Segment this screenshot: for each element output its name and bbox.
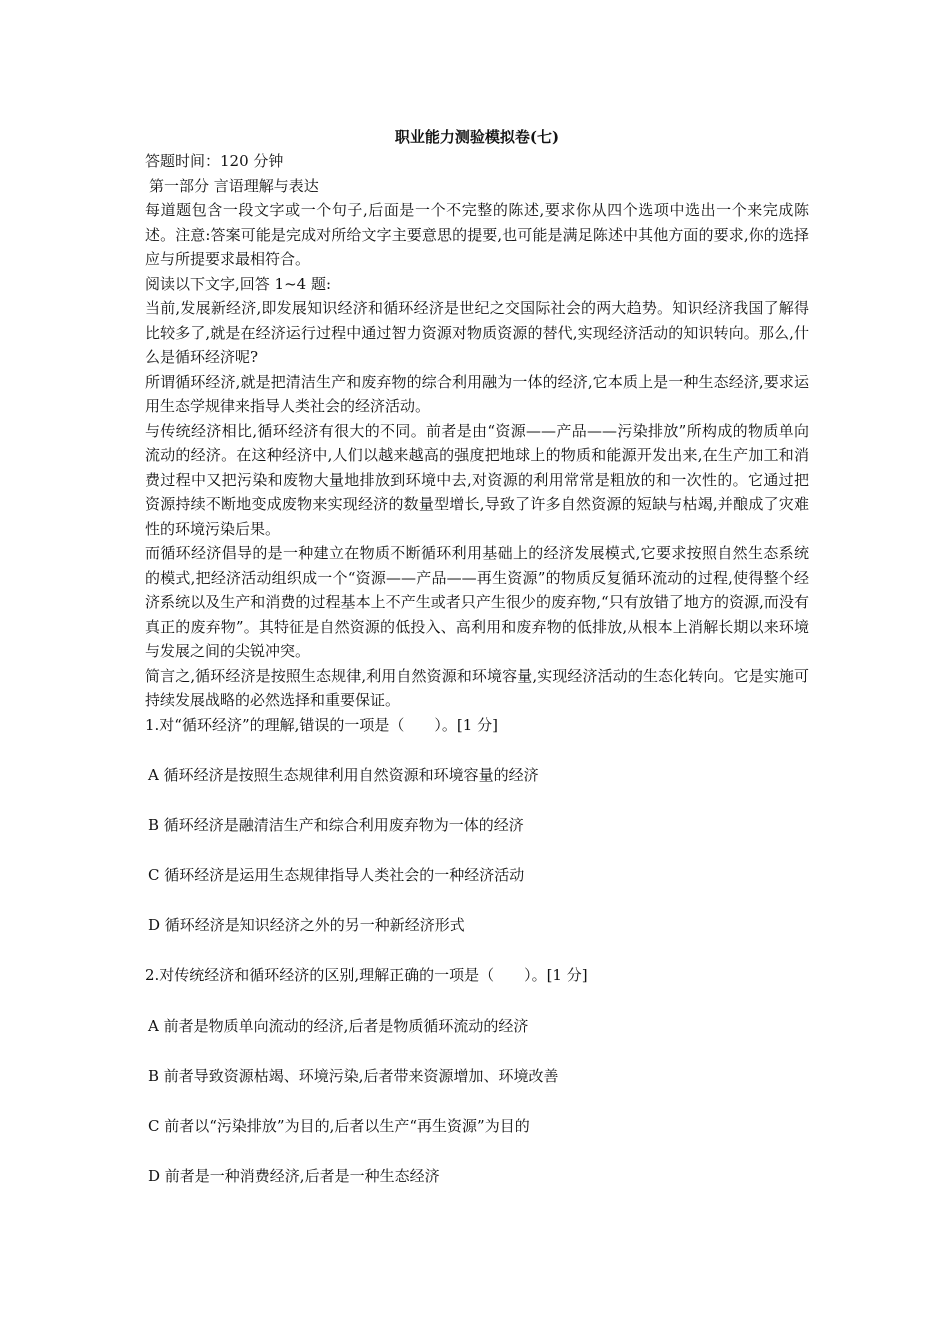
- reading-prompt: 阅读以下文字,回答 1~4 题:: [145, 274, 332, 293]
- section-heading: 第一部分 言语理解与表达: [149, 176, 319, 195]
- question-1: [145, 713, 809, 938]
- passage-paragraph: 而循环经济倡导的是一种建立在物质不断循环利用基础上的经济发展模式,它要求按照自然生态系统的模式,把经济活动组织成一个“资源——产品——再生资源”的物质反复循环流动的过程,使得整个经济系统以及生产和消费的过程基本上不产生或者只产生很少的废弃物,“只有放错了地方的资源,而没有真正的废弃物”。其特征是自然资源的低投入、高利用和废弃物的低排放,从根本上消解长期以来环境与发展之间的尖锐冲突。: [145, 544, 809, 660]
- answer-option-c[interactable]: C 循环经济是运用生态规律指导人类社会的一种经济活动: [148, 866, 525, 884]
- passage-paragraph: 与传统经济相比,循环经济有很大的不同。前者是由“资源——产品——污染排放”所构成的物质单向流动的经济。在这种经济中,人们以越来越高的强度把地球上的物质和能源开发出来,在生产加工和消费过程中又把污染和废物大量地排放到环境中去,对资源的利用常常是粗放的和一次性的。它通过把资源持续不断地变成废物来实现经济的数量型增长,导致了许多自然资源的短缺与枯竭,并酿成了灾难性的环境污染后果。: [145, 421, 809, 538]
- passage-paragraph: 简言之,循环经济是按照生态规律,利用自然资源和环境容量,实现经济活动的生态化转向。它是实施可持续发展战略的必然选择和重要保证。: [145, 666, 809, 709]
- document-title: 职业能力测验模拟卷(七): [394, 128, 560, 146]
- passage-paragraph: 所谓循环经济,就是把清洁生产和废弃物的综合利用融为一体的经济,它本质上是一种生态经济,要求运用生态学规律来指导人类社会的经济活动。: [145, 372, 809, 415]
- answer-option-d[interactable]: D 前者是一种消费经济,后者是一种生态经济: [148, 1166, 440, 1185]
- answer-option-b[interactable]: B 前者导致资源枯竭、环境污染,后者带来资源增加、环境改善: [148, 1066, 559, 1085]
- instructions-paragraph: 每道题包含一段文字或一个句子,后面是一个不完整的陈述,要求你从四个选项中选出一个来完成陈述。注意:答案可能是完成对所给文字主要意思的提要,也可能是满足陈述中其他方面的要求,你的选择应与所提要求最相符合。: [145, 201, 809, 268]
- answer-option-c[interactable]: C 前者以“污染排放”为目的,后者以生产“再生资源”为目的: [148, 1116, 530, 1135]
- question-stem: 2.对传统经济和循环经济的区别,理解正确的一项是（ ）。[1 分]: [145, 966, 588, 984]
- answer-option-a[interactable]: A 前者是物质单向流动的经济,后者是物质循环流动的经济: [148, 1016, 529, 1035]
- answer-options: [145, 763, 809, 937]
- question-stem: 1.对“循环经济”的理解,错误的一项是（ ）。[1 分]: [145, 715, 498, 734]
- answer-option-a[interactable]: A 循环经济是按照生态规律利用自然资源和环境容量的经济: [148, 766, 539, 784]
- exam-page: [145, 125, 809, 1188]
- reading-passage: [145, 296, 809, 713]
- answer-options: [145, 1014, 809, 1188]
- answer-option-d[interactable]: D 循环经济是知识经济之外的另一种新经济形式: [148, 916, 465, 934]
- passage-paragraph: 当前,发展新经济,即发展知识经济和循环经济是世纪之交国际社会的两大趋势。知识经济我国了解得比较多了,就是在经济运行过程中通过智力资源对物质资源的替代,实现经济活动的知识转向。那么,什么是循环经济呢?: [145, 299, 809, 366]
- answer-option-b[interactable]: B 循环经济是融清洁生产和综合利用废弃物为一体的经济: [148, 816, 524, 834]
- question-2: [145, 963, 809, 1188]
- exam-time: 答题时间：120 分钟: [145, 152, 284, 170]
